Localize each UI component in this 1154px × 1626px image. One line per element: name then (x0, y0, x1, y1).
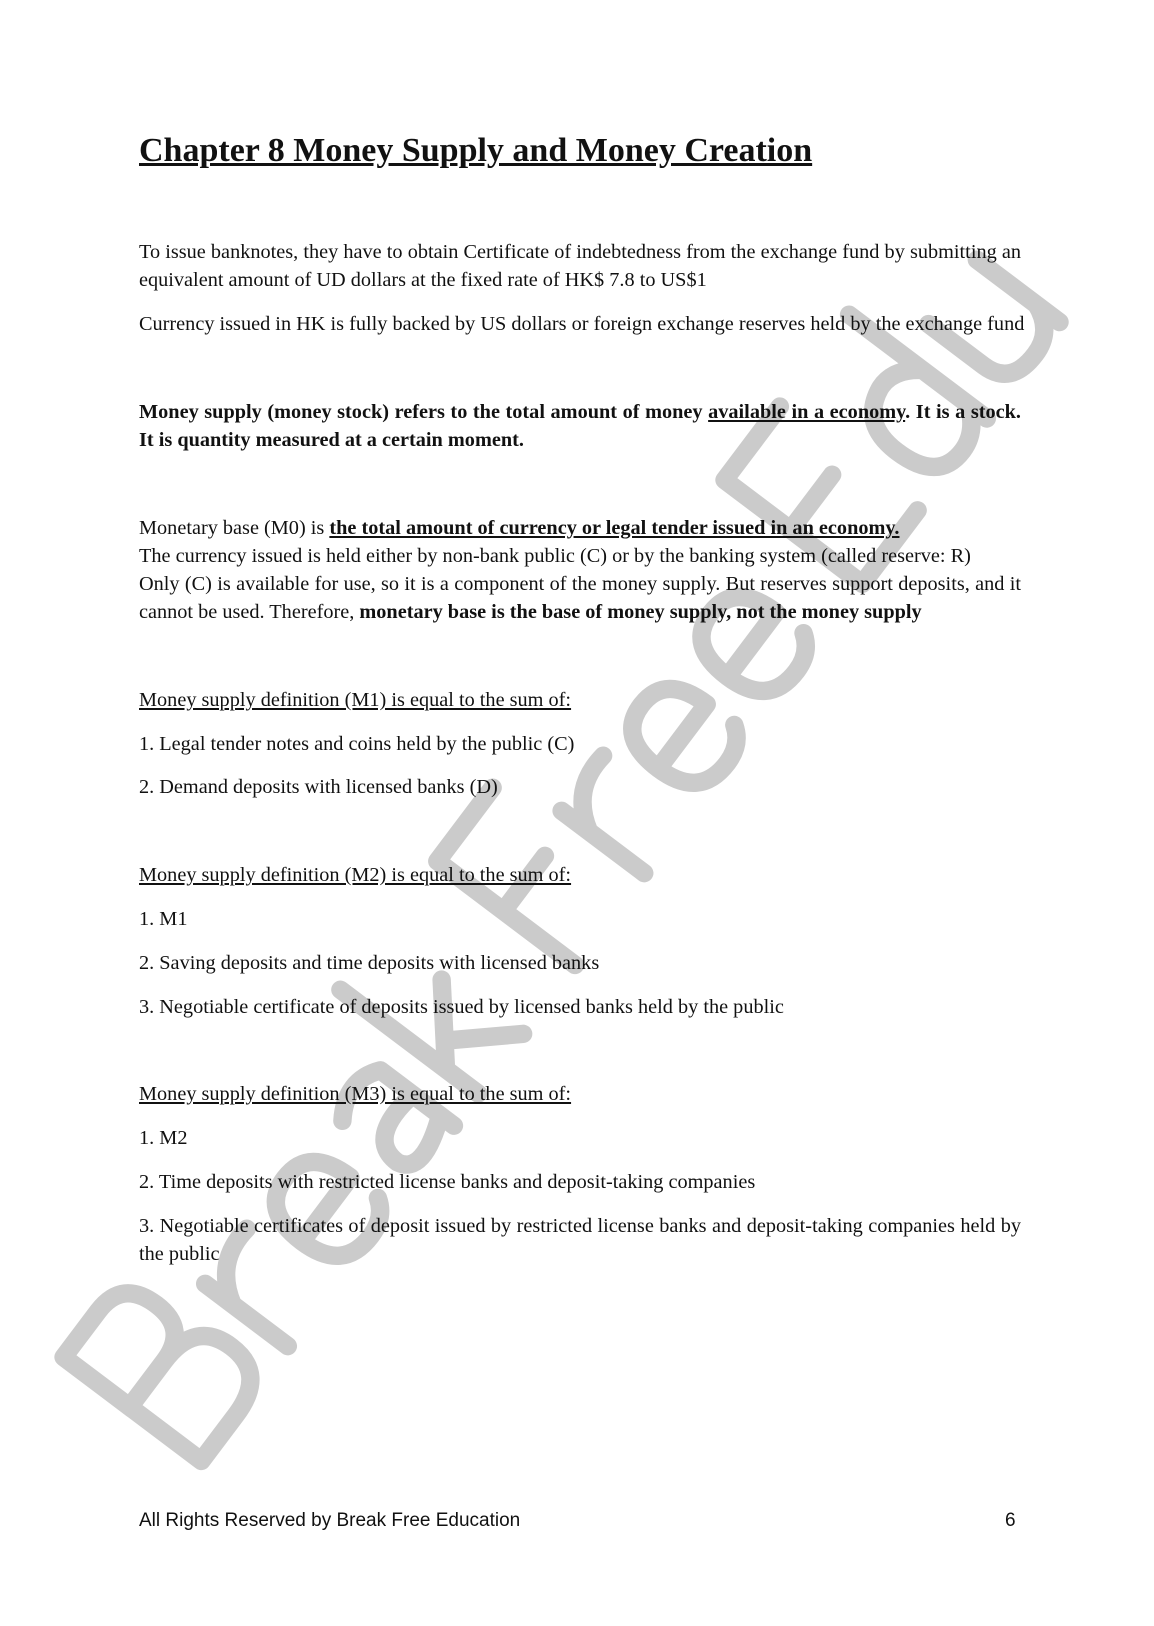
money-supply-definition (139, 399, 1021, 454)
m3-item: 3. Negotiable certificates of deposit issued by restricted license banks and deposit-taking companies held by the public (139, 1215, 1021, 1265)
intro-paragraph-1: To issue banknotes, they have to obtain Certificate of indebtedness from the exchange fund by submitting an equivalent amount of UD dollars at the fixed rate of HK$ 7.8 to US$1 (139, 241, 1021, 291)
page-title: Chapter 8 Money Supply and Money Creation (139, 132, 813, 169)
m1-item: 2. Demand deposits with licensed banks (D) (139, 776, 498, 798)
bold-text: monetary base is the base of money supply, not the money supply (359, 600, 922, 623)
m1-item: 1. Legal tender notes and coins held by the public (C) (139, 733, 575, 755)
m2-item: 2. Saving deposits and time deposits with licensed banks (139, 952, 600, 974)
text: Money supply (money stock) refers to the total amount of money (139, 401, 709, 423)
monetary-base-line-1 (139, 515, 1021, 543)
underlined-text: available in a economy (708, 401, 906, 423)
intro-paragraph-2: Currency issued in HK is fully backed by US dollars or foreign exchange reserves held by the exchange fund (139, 313, 1025, 335)
underlined-bold-text: the total amount of currency or legal tender issued in an economy. (329, 517, 900, 539)
text: Monetary base (M0) is (139, 517, 330, 539)
monetary-base-paragraph (139, 571, 1021, 626)
page-number: 6 (1005, 1510, 1016, 1531)
m3-item: 2. Time deposits with restricted license banks and deposit-taking companies (139, 1171, 756, 1193)
m3-item: 1. M2 (139, 1127, 188, 1149)
watermark-letter (64, 1270, 268, 1461)
text: Only (C) is available for use, so it is a component of the money supply. But reserves support deposits, and it cannot be used. Therefore, (139, 573, 1021, 623)
m3-heading: Money supply definition (M3) is equal to the sum of: (139, 1083, 572, 1105)
m1-heading: Money supply definition (M1) is equal to the sum of: (139, 689, 572, 711)
watermark-letter (561, 755, 686, 873)
m2-heading: Money supply definition (M2) is equal to the sum of: (139, 864, 572, 886)
footer-copyright: All Rights Reserved by Break Free Education (139, 1510, 521, 1531)
text: . It is a stock. It is quantity measured at a certain moment. (139, 401, 1022, 451)
monetary-base-line-2: The currency issued is held either by non-bank public (C) or by the banking system (called reserve: R) (139, 545, 971, 567)
m2-item: 1. M1 (139, 908, 188, 930)
m2-item: 3. Negotiable certificate of deposits issued by licensed banks held by the public (139, 996, 784, 1018)
